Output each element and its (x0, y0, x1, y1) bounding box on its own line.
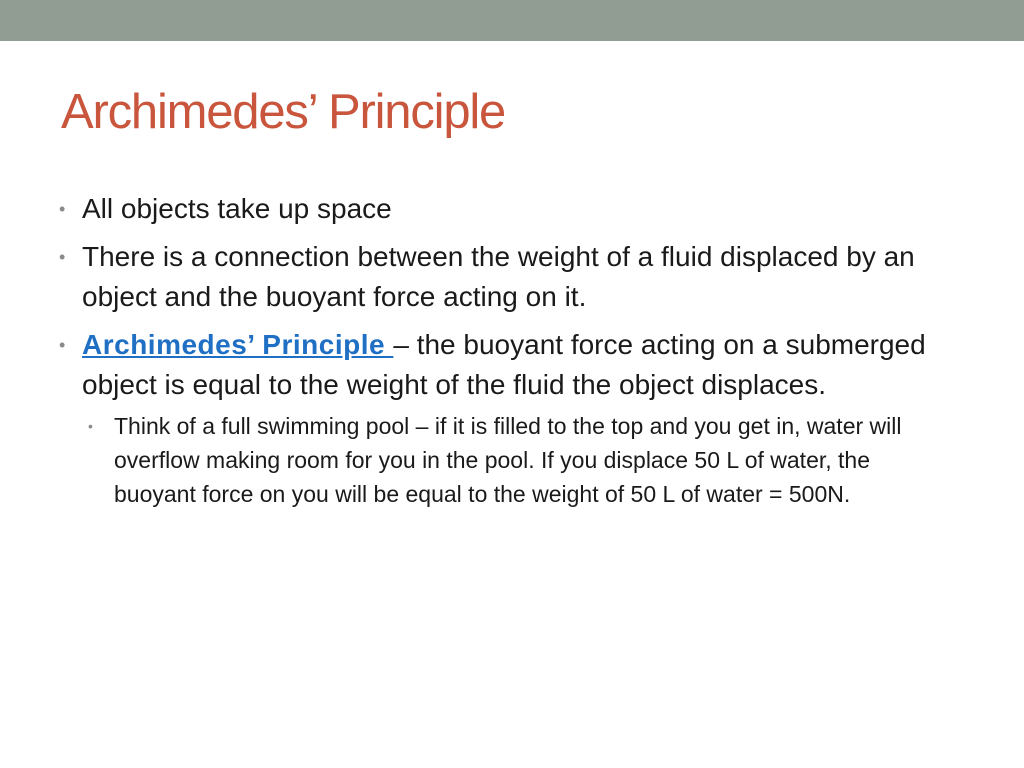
sub-bullet-list (82, 409, 962, 511)
top-accent-bar (0, 0, 1024, 41)
bullet-text: – the buoyant force acting on a submerged object is equal to the weight of the fluid the object displaces. (82, 329, 926, 400)
bullet-dot-icon: • (59, 335, 66, 355)
archimedes-principle-link[interactable]: Archimedes’ Principle (82, 329, 394, 360)
bullet-list (59, 189, 979, 519)
sub-bullet-item (82, 409, 954, 511)
bullet-item (59, 237, 962, 317)
sub-bullet-text: Think of a full swimming pool – if it is filled to the top and you get in, water will overflow making room for you in the pool. If you displace 50 L of water, the buoyant force on you will be equal to the weight of 50 L of water = 500N. (114, 413, 902, 507)
sub-bullet-dot-icon: • (88, 418, 93, 434)
bullet-dot-icon: • (59, 199, 66, 219)
bullet-text: There is a connection between the weight of a fluid displaced by an object and the buoyant force acting on it. (82, 241, 915, 312)
bullet-dot-icon: • (59, 247, 66, 267)
slide-title: Archimedes’ Principle (61, 85, 506, 139)
bullet-item (59, 325, 962, 511)
bullet-item (59, 189, 962, 229)
bullet-text: All objects take up space (82, 193, 392, 224)
